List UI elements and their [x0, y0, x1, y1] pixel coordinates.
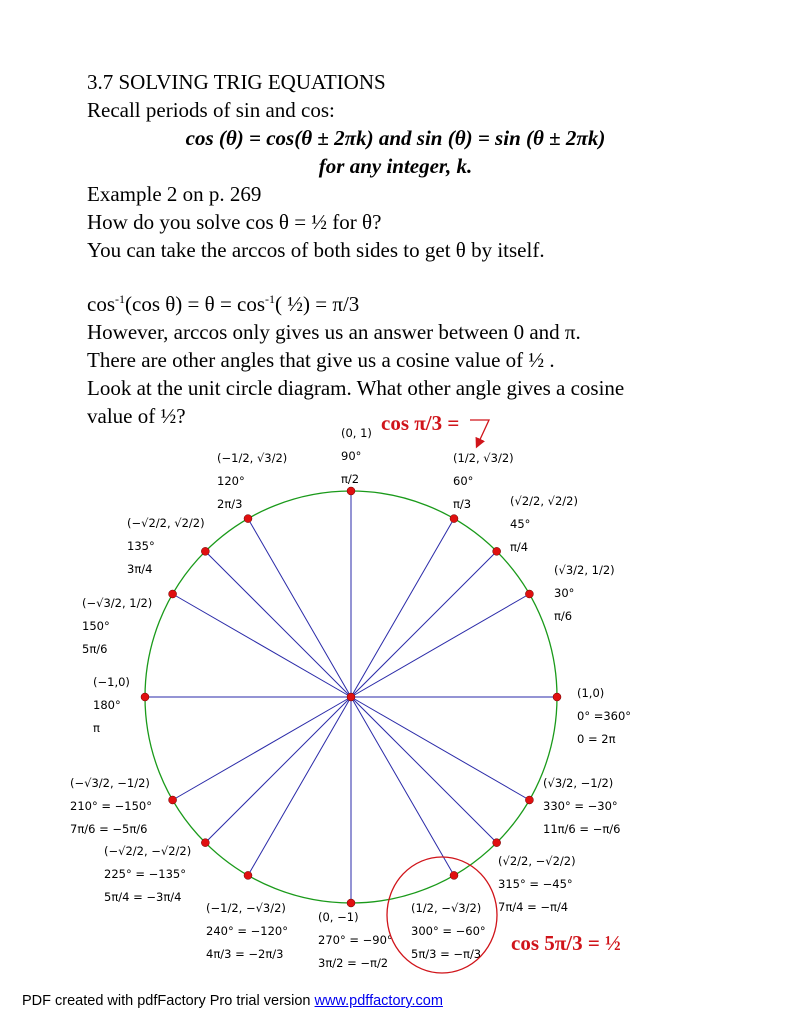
- label-60-line-2: π/3: [453, 497, 472, 511]
- point-210: [169, 796, 177, 804]
- point-135: [201, 547, 209, 555]
- label-150-line-2: 5π/6: [82, 642, 108, 656]
- label-240-line-0: (−1/2, −√3/2): [206, 901, 286, 915]
- label-300-line-0: (1/2, −√3/2): [411, 901, 482, 915]
- point-300: [450, 871, 458, 879]
- label-120-line-1: 120°: [217, 474, 245, 488]
- spoke-240: [248, 697, 351, 875]
- eq-sup-1: -1: [115, 292, 125, 306]
- example-reference: Example 2 on p. 269: [87, 182, 262, 206]
- label-0-line-0: (1,0): [577, 686, 605, 700]
- point-90: [347, 487, 355, 495]
- section-title: 3.7 SOLVING TRIG EQUATIONS: [87, 70, 386, 94]
- label-120-line-0: (−1/2, √3/2): [217, 451, 288, 465]
- point-225: [201, 839, 209, 847]
- label-180-line-1: 180°: [93, 698, 121, 712]
- callout-arrow: [470, 420, 489, 446]
- arccos-line: You can take the arccos of both sides to get θ by itself.: [87, 238, 545, 262]
- label-90-line-1: 90°: [341, 449, 362, 463]
- label-120-line-2: 2π/3: [217, 497, 243, 511]
- point-240: [244, 871, 252, 879]
- callout-cos-pi-3: cos π/3 =: [381, 411, 460, 435]
- footer-text: PDF created with pdfFactory Pro trial version: [22, 993, 315, 1009]
- spoke-315: [351, 697, 497, 843]
- label-300-line-2: 5π/3 = −π/3: [411, 947, 482, 961]
- label-240-line-2: 4π/3 = −2π/3: [206, 947, 284, 961]
- point-60: [450, 515, 458, 523]
- label-135-line-0: (−√2/2, √2/2): [127, 516, 205, 530]
- spoke-135: [205, 551, 351, 697]
- spoke-330: [351, 697, 529, 800]
- label-90-line-2: π/2: [341, 472, 360, 486]
- spoke-45: [351, 551, 497, 697]
- spoke-30: [351, 594, 529, 697]
- label-210-line-1: 210° = −150°: [70, 799, 152, 813]
- eq-part-2: (cos θ) = θ = cos: [125, 292, 266, 316]
- label-240-line-1: 240° = −120°: [206, 924, 288, 938]
- label-270-line-1: 270° = −90°: [318, 933, 393, 947]
- label-315-line-2: 7π/4 = −π/4: [498, 900, 569, 914]
- origin-point: [347, 693, 355, 701]
- label-210-line-2: 7π/6 = −5π/6: [70, 822, 148, 836]
- label-225-line-1: 225° = −135°: [104, 867, 186, 881]
- label-30-line-2: π/6: [554, 609, 573, 623]
- point-150: [169, 590, 177, 598]
- label-270-line-2: 3π/2 = −π/2: [318, 956, 389, 970]
- label-135-line-1: 135°: [127, 539, 155, 553]
- label-45-line-2: π/4: [510, 540, 529, 554]
- label-330-line-2: 11π/6 = −π/6: [543, 822, 621, 836]
- label-135-line-2: 3π/4: [127, 562, 153, 576]
- period-identity: cos (θ) = cos(θ ± 2πk) and sin (θ) = sin (θ ± 2πk): [185, 126, 606, 150]
- label-315-line-0: (√2/2, −√2/2): [498, 854, 576, 868]
- pdf-footer: [22, 993, 443, 1009]
- label-30-line-1: 30°: [554, 586, 575, 600]
- eq-part-1: cos: [87, 292, 115, 316]
- eq-sup-2: -1: [265, 292, 276, 306]
- label-300-line-1: 300° = −60°: [411, 924, 486, 938]
- point-330: [525, 796, 533, 804]
- label-30-line-0: (√3/2, 1/2): [554, 563, 615, 577]
- label-60-line-0: (1/2, √3/2): [453, 451, 514, 465]
- however-line: However, arccos only gives us an answer between 0 and π.: [87, 320, 581, 344]
- point-180: [141, 693, 149, 701]
- point-0: [553, 693, 561, 701]
- label-270-line-0: (0, −1): [318, 910, 359, 924]
- point-45: [493, 547, 501, 555]
- label-180-line-0: (−1,0): [93, 675, 130, 689]
- recall-line: Recall periods of sin and cos:: [87, 98, 335, 122]
- label-0-line-2: 0 = 2π: [577, 732, 616, 746]
- label-225-line-0: (−√2/2, −√2/2): [104, 844, 192, 858]
- label-45-line-1: 45°: [510, 517, 531, 531]
- spoke-120: [248, 519, 351, 697]
- label-330-line-1: 330° = −30°: [543, 799, 618, 813]
- label-315-line-1: 315° = −45°: [498, 877, 573, 891]
- point-120: [244, 515, 252, 523]
- spoke-210: [173, 697, 351, 800]
- point-270: [347, 899, 355, 907]
- question-line: How do you solve cos θ = ½ for θ?: [87, 210, 382, 234]
- label-0-line-1: 0° =360°: [577, 709, 632, 723]
- spoke-60: [351, 519, 454, 697]
- label-180-line-2: π: [93, 721, 100, 735]
- label-225-line-2: 5π/4 = −3π/4: [104, 890, 182, 904]
- label-150-line-1: 150°: [82, 619, 110, 633]
- label-90-line-0: (0, 1): [341, 426, 372, 440]
- label-60-line-1: 60°: [453, 474, 474, 488]
- spoke-150: [173, 594, 351, 697]
- value-line: value of ½?: [87, 404, 186, 428]
- integer-note: for any integer, k.: [318, 154, 473, 178]
- eq-part-3: ( ½) = π/3: [275, 292, 360, 316]
- look-line: Look at the unit circle diagram. What other angle gives a cosine: [87, 376, 625, 400]
- point-315: [493, 839, 501, 847]
- label-150-line-0: (−√3/2, 1/2): [82, 596, 153, 610]
- label-45-line-0: (√2/2, √2/2): [510, 494, 578, 508]
- pdffactory-link[interactable]: www.pdffactory.com: [314, 993, 443, 1009]
- label-210-line-0: (−√3/2, −1/2): [70, 776, 150, 790]
- callout-cos-5pi-3: cos 5π/3 = ½: [511, 931, 621, 955]
- spoke-300: [351, 697, 454, 875]
- spoke-225: [205, 697, 351, 843]
- label-330-line-0: (√3/2, −1/2): [543, 776, 614, 790]
- other-angles-line: There are other angles that give us a cosine value of ½ .: [87, 348, 555, 372]
- point-30: [525, 590, 533, 598]
